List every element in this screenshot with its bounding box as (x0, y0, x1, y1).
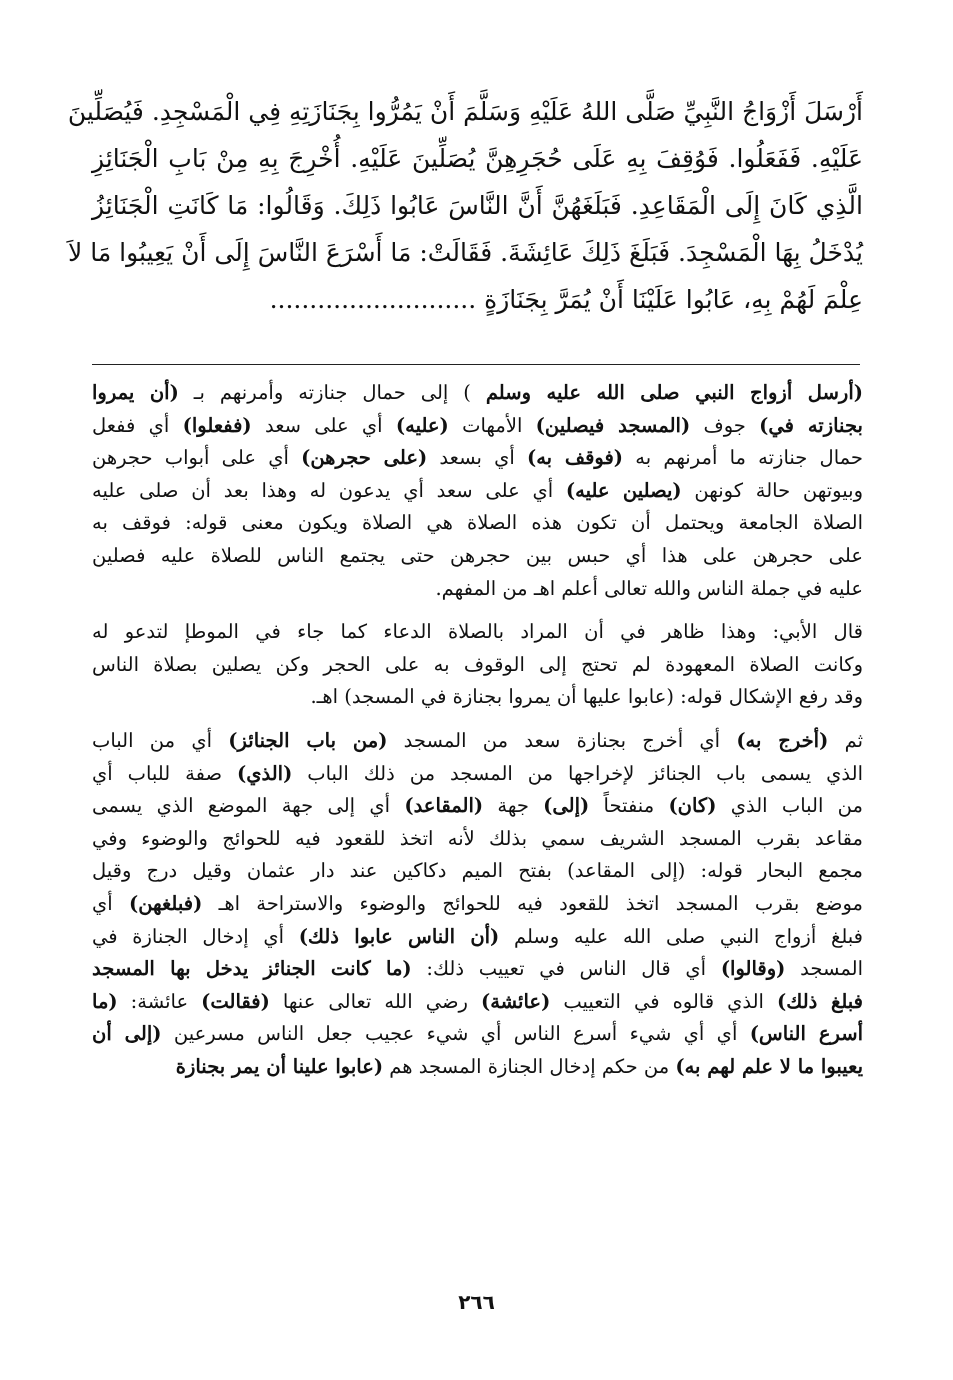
commentary-line (92, 1051, 863, 1084)
commentary-line (92, 758, 863, 791)
commentary-quote: (أن الناس عابوا ذلك) (298, 924, 500, 948)
commentary-line (92, 540, 863, 573)
commentary-quote: (ما (92, 989, 118, 1013)
commentary-quote: (المسجد فيصلين) (535, 413, 691, 437)
commentary-run: مقاعد بقرب المسجد الشريف سمي بذلك لأنه اتخذ للقعود فيه للحوائج والوضوء وفي (92, 826, 863, 850)
commentary-run: أي على أبواب حجرهن (92, 446, 302, 470)
commentary-line (92, 823, 863, 856)
commentary-quote: (عليه) (395, 413, 449, 437)
commentary-run: أي (92, 891, 129, 915)
commentary-run: رضي الله تعالى عنها (269, 989, 481, 1013)
commentary-line (92, 377, 863, 410)
commentary-line (92, 855, 863, 888)
commentary-line (92, 888, 863, 921)
commentary-quote: (من باب الجنائز) (228, 728, 388, 752)
commentary-run: الذي قالوه في التعييب (550, 989, 778, 1013)
commentary-run: وبيوتهن حالة كونهن (681, 478, 863, 502)
commentary-quote: (إلى أن (92, 1022, 162, 1046)
commentary-paragraph (92, 725, 863, 1084)
commentary-run: على حجرهن على هذا أي حبس بين حجرهن حتى يجتمع الناس للصلاة عليه فصلين (92, 543, 863, 567)
commentary-line (92, 725, 863, 758)
commentary-quote: (أخرج به) (736, 728, 829, 752)
commentary-run: المسجد (785, 957, 863, 981)
commentary-quote: (أرسل أزواج النبي صلى الله عليه وسلم (485, 381, 863, 404)
commentary-quote: (إلى) (543, 794, 590, 818)
commentary-run: فبلغ أزواج النبي صلى الله عليه وسلم (499, 924, 863, 948)
commentary-quote: (فوقف به) (527, 446, 624, 470)
commentary-run: الصلاة الجامعة ويحتمل أن تكون هذه الصلاة هي الصلاة ويكون معنى قوله: فوقف به (92, 511, 863, 535)
hadith-line: عِلْمَ لَهُمْ بِهِ، عَابُوا عَلَيْنَا أَنْ يُمَرَّ بِجَنَازَةٍ .......................... (269, 285, 863, 314)
commentary-quote: (يصلين عليه) (565, 478, 682, 502)
commentary-run: جهة (483, 794, 544, 818)
commentary-quote: (فبلغهن) (128, 891, 203, 915)
commentary-run: أي على سعد (251, 413, 396, 437)
commentary-line (92, 681, 863, 714)
hadith-line: عَلَيْهِ. فَفَعَلُوا. فَوُقِفَ بِهِ عَلَى حُجَرِهِنَّ يُصَلِّينَ عَلَيْهِ. أُخْرِجَ بِهِ مِنْ بَابِ الْجَنَائِزِ (92, 144, 863, 173)
commentary-run: حمال جنازته ما أمرنهم به (623, 446, 863, 470)
commentary-line (92, 921, 863, 954)
hadith-line: أَرْسَلَ أَزْوَاجُ النَّبِيِّ صَلَّى اللهُ عَلَيْهِ وَسَلَّمَ أَنْ يَمُرُّوا بِجَنَازَتِهِ فِي الْمَسْجِدِ. فَيُصَلِّينَ (67, 97, 863, 126)
commentary-run: أي من الباب (92, 728, 229, 752)
commentary-run: قال الأبي: وهذا ظاهر في أن المراد بالصلاة الدعاء كما جاء في الموطإ لتدعو له (92, 620, 863, 644)
hadith-line: الَّذِي كَانَ إِلَى الْمَقَاعِدِ. فَبَلَغَهُنَّ أَنَّ النَّاسَ عَابُوا ذَلِكَ. وَقَالُوا: مَا كَانَتِ الْجَنَائِزُ (92, 191, 863, 220)
commentary-line (92, 475, 863, 508)
commentary-run: جوف (690, 413, 760, 437)
hadith-line: يُدْخَلُ بِهَا الْمَسْجِدَ. فَبَلَغَ ذَلِكَ عَائِشَةَ. فَقَالَتْ: مَا أَسْرَعَ النَّاسَ إِلَى أَنْ يَعِيبُوا مَا لاَ (68, 238, 863, 267)
commentary-quote: بجنازته في) (759, 413, 863, 437)
commentary-quote: (ما كانت الجنائز يدخل بها المسجد (92, 957, 412, 981)
commentary-quote: (المقاعد) (404, 794, 484, 818)
commentary-quote: فبلغ ذلك) (777, 989, 863, 1013)
commentary-line (92, 649, 863, 682)
commentary-run: أي قال الناس في تعييب ذلك: (411, 957, 721, 981)
page-number: ٢٦٦ (458, 1290, 495, 1314)
commentary-line (92, 507, 863, 540)
commentary-quote: (على حجرهن) (301, 446, 428, 470)
commentary-run: أي ففعل (92, 413, 183, 437)
commentary-quote: (ففعلوا) (182, 413, 252, 437)
commentary-quote: (عائشة) (480, 989, 551, 1013)
commentary-line (92, 573, 863, 606)
commentary-quote: (الذي) (236, 761, 293, 785)
commentary-quote: يعيبوا ما لا علم لهم به) (675, 1054, 863, 1078)
commentary-line (92, 953, 863, 986)
commentary-run: صفة للباب أي (92, 761, 237, 785)
commentary-line (92, 1018, 863, 1051)
commentary-paragraph (92, 377, 863, 605)
commentary-run: من الباب الذي (716, 794, 863, 818)
commentary-run: منفتحاً (589, 794, 669, 818)
section-divider (92, 364, 860, 365)
commentary-run: أي على سعد أي يدعون له وهذا بعد أن صلى عليه (92, 478, 566, 502)
commentary-quote: (عابوا علينا أن يمر بجنازة (175, 1054, 384, 1078)
commentary-line (92, 442, 863, 475)
commentary-line (92, 410, 863, 443)
commentary-quote: أسرع الناس) (749, 1022, 863, 1046)
commentary-line (92, 986, 863, 1019)
commentary-paragraph (92, 616, 863, 714)
commentary-run: أي أخرج بجنازة سعد من المسجد (387, 728, 737, 752)
commentary-run: أي بسعد (427, 446, 527, 470)
commentary-run: من حكم إدخال الجنازة المسجد هم (383, 1054, 676, 1078)
commentary-run: مجمع البحار قوله: (إلى المقاعد) بفتح الميم دكاكين عند دار عثمان وقيل درج وقيل (92, 859, 863, 883)
commentary-text (92, 377, 863, 1083)
commentary-quote: (فقالت) (201, 989, 270, 1013)
commentary-run: أي أي شيء أسرع الناس أي شيء عجيب جعل الناس مسرعين (161, 1022, 750, 1046)
commentary-quote: (وقالوا) (720, 957, 786, 981)
commentary-run: موضع بقرب المسجد اتخذ للقعود فيه للحوائج والوضوء والاستراحة اهـ (202, 891, 863, 915)
commentary-line (92, 616, 863, 649)
commentary-run: أي إلى جهة الموضع الذي يسمى (92, 794, 405, 818)
commentary-run: الذي يسمى باب الجنائز لإخراجها من المسجد من ذلك الباب (292, 761, 864, 785)
commentary-run: ) إلى حمال جنازته وأمرنهم بـ (178, 381, 486, 404)
commentary-run: أي إدخال الجنازة في (92, 924, 299, 948)
commentary-run: وقد رفع الإشكال قوله: (عابوا عليها أن يمروا بجنازة في المسجد) اهـ. (310, 685, 863, 709)
commentary-run: عائشة: (117, 989, 202, 1013)
commentary-run: وكانت الصلاة المعهودة لم تحتج إلى الوقوف به على الحجر وكن يصلين بصلاة الناس (92, 652, 863, 676)
commentary-quote: (أن يمروا (92, 381, 179, 404)
commentary-quote: (كان) (668, 794, 717, 818)
commentary-run: الأمهات (448, 413, 536, 437)
commentary-run: ثم (828, 728, 864, 752)
commentary-run: عليه في جملة الناس والله تعالى أعلم اهـ من المفهم. (435, 576, 863, 600)
commentary-line (92, 790, 863, 823)
hadith-text (67, 88, 863, 323)
